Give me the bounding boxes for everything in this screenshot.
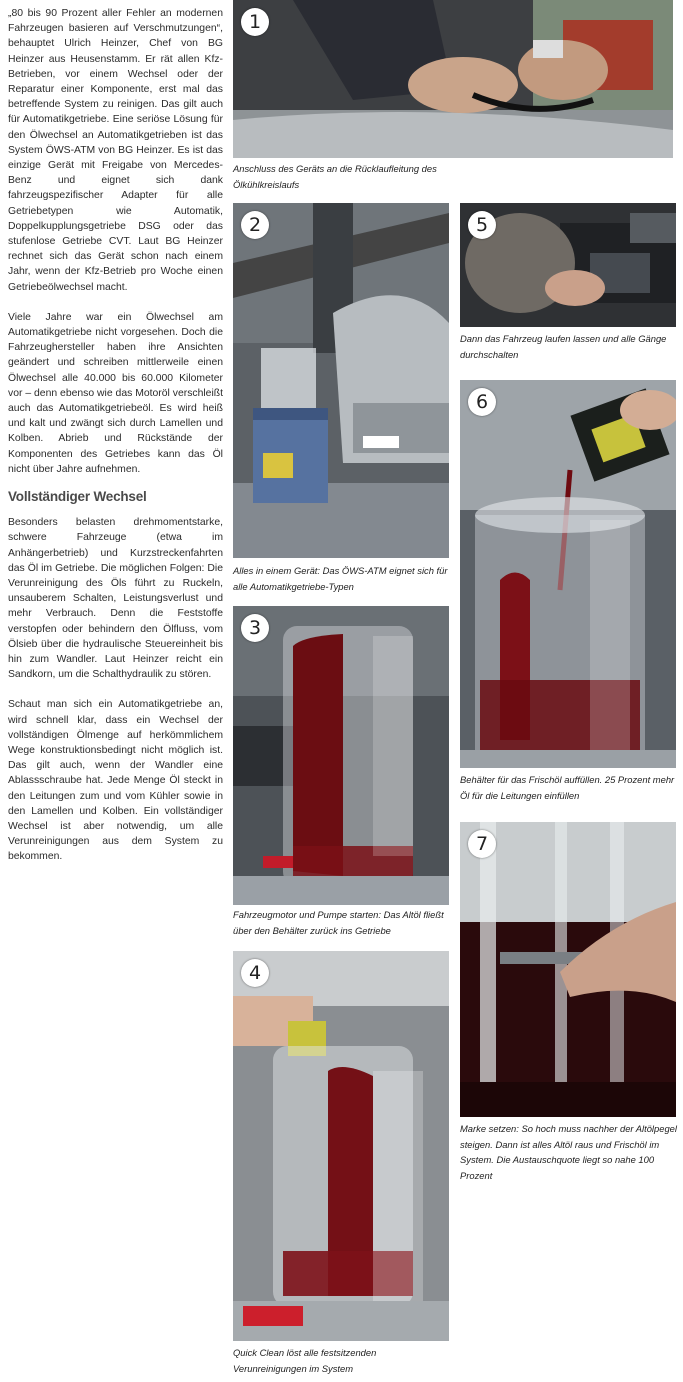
photo-number-badge: 3 [241,614,269,642]
photo-6-illustration [460,380,676,768]
photo-number-badge: 6 [468,388,496,416]
photo-1-caption: Anschluss des Geräts an die Rücklaufleitung des Ölkühlkreislaufs [233,163,437,190]
photo-1-illustration [233,0,673,158]
photo-6-caption: Behälter für das Frischöl auffüllen. 25 Prozent mehr Öl für die Leitungen einfüllen [460,774,675,801]
article-body [8,6,223,865]
photo-number-badge: 7 [468,830,496,858]
article-paragraph: Besonders belasten drehmomentstarke, schwere Fahrzeuge (etwa im Anhängerbetrieb) und Kurzstreckenfahrten das Öl im Getriebe. Die möglichen Folgen: Die Verunreinigung des Öls führt zu Ruckeln, unsauberem Schalten, Leistungsverlust und mehr Verbrauch. Denn die Feststoffe verstopfen oder behindern den Ölfluss, vom Ölsieb über die hydraulische Steuereinheit bis hin zum Wandler. Laut Heinzer reicht ein Sandkorn, um die Schalthydraulik zu stören. [8,517,223,681]
photo-1 [233,0,673,158]
photo-5-caption: Dann das Fahrzeug laufen lassen und alle Gänge durchschalten [460,333,667,360]
photo-6 [460,380,676,768]
photo-3 [233,606,449,905]
photo-5 [460,203,676,327]
photo-2-caption: Alles in einem Gerät: Das ÖWS-ATM eignet sich für alle Automatikgetriebe-Typen [233,565,448,592]
photo-number-badge: 5 [468,211,496,239]
photo-7-illustration [460,822,676,1117]
photo-3-illustration [233,606,449,905]
article-paragraph: Schaut man sich ein Automatikgetriebe an, wird schnell klar, dass ein Wechsel der vollständigen Ölmenge auf herkömmlichem Wege konstruktionsbedingt nicht möglich ist. Das gilt auch, wenn der Wandler eine Ablassschraube hat. Jede Menge Öl steckt in den Leitungen zum und vom Kühler sowie in den Lamellen und Kolben. Ein vollständiger Wechsel ist aber notwendig, um alle Verunreinigungen aus dem System zu bekommen. [8,699,223,863]
photo-number-badge: 1 [241,8,269,36]
article-paragraph: Viele Jahre war ein Ölwechsel am Automatikgetriebe nicht vorgesehen. Doch die Fahrzeughersteller haben ihre Ansichten geändert und schreiben mittlerweile einen Ölwechsel alle 40.000 bis 60.000 Kilometer vor – denn ebenso wie das Motoröl verschleißt auch das Automatikgetriebeöl. Es wird heiß und kalt und zwängt sich durch Lamellen und Kolben. Abrieb und Rückstände der Komponenten des Getriebes kann das Öl nicht über Jahre aufnehmen. [8,311,223,475]
photo-4-caption: Quick Clean löst alle festsitzenden Verunreinigungen im System [233,1347,377,1374]
photo-3-caption: Fahrzeugmotor und Pumpe starten: Das Altöl fließt über den Behälter zurück ins Getriebe [233,909,444,936]
photo-number-badge: 4 [241,959,269,987]
photo-7-caption: Marke setzen: So hoch muss nachher der Altölpegel steigen. Dann ist alles Altöl raus und Frischöl im System. Die Austauschquote liegt so nahe 100 Prozent [460,1123,677,1181]
photo-number-badge: 2 [241,211,269,239]
article-paragraph: „80 bis 90 Prozent aller Fehler an modernen Fahrzeugen basieren auf Verschmutzungen“, behauptet Ulrich Heinzer, Chef von BG Heinzer aus Heusenstamm. Er rät allen Kfz-Betrieben, vor einem Wechsel oder der Reparatur einer Komponente, erst mal das betreffende System zu reinigen. Das gilt auch für Automatikgetriebe. Eine seriöse Lösung für den Ölwechsel an Automatikgetrieben ist das System ÖWS-ATM von BG Heinzer. Es ist das einzige Gerät mit Freigabe von Mercedes-Benz und eignet sich dank fahrzeugspezifischer Adapter für alle Getriebetypen wie Automatik, Doppelkupplungsgetriebe DSG oder das stufenlose Getriebe CVT. Laut BG Heinzer rechnet sich das Gerät schon nach einem Jahr, wenn der Kfz-Betrieb pro Woche einen Getriebeölwechsel macht. [8,8,223,293]
photo-2-illustration [233,203,449,558]
photo-7 [460,822,676,1117]
photo-2 [233,203,449,558]
subheading: Vollständiger Wechsel [8,489,147,505]
photo-4-illustration [233,951,449,1341]
photo-4 [233,951,449,1341]
